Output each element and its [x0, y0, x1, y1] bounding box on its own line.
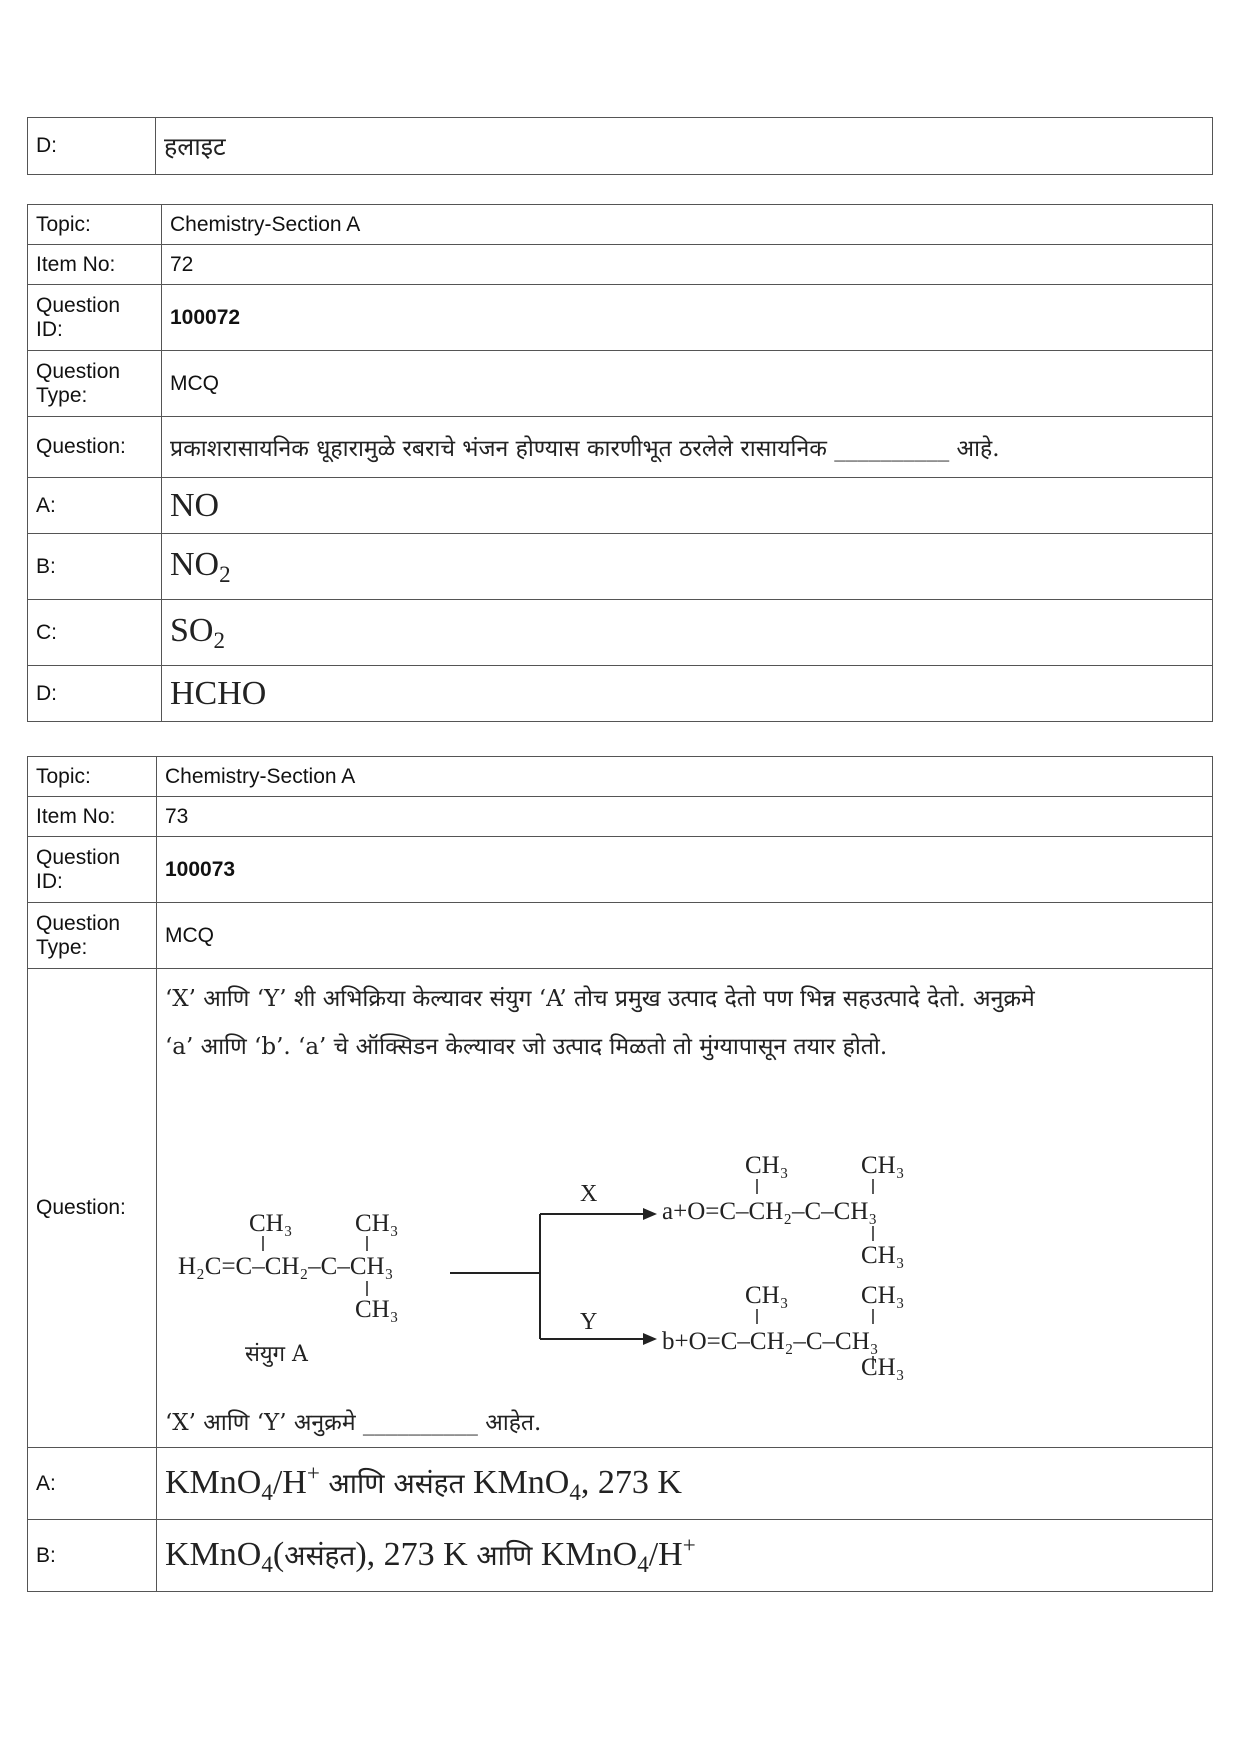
methyl-b-1: CH₃	[745, 1282, 789, 1309]
topic-label: Topic:	[28, 205, 162, 245]
question-line-1: ‘X’ आणि ‘Y’ शी अभिक्रिया केल्यावर संयुग ‘A’ तोच प्रमुख उत्पाद देतो पण भिन्न सहउत्पादे देतो. अनुक्रमे	[165, 986, 1035, 1012]
option-d-label: D:	[28, 118, 156, 175]
option-a-label: A:	[28, 478, 162, 534]
option-a-value	[162, 478, 1213, 534]
compound-a-label: संयुग A	[245, 1342, 308, 1367]
methyl-reactant-2: CH₃	[355, 1210, 399, 1237]
question-type-label: Question Type:	[28, 903, 157, 969]
option-b-formula: $NO_2$	[170, 545, 231, 587]
option-b-value	[162, 534, 1213, 600]
question-label: Question:	[28, 969, 157, 1448]
option-d-label: D:	[28, 666, 162, 722]
option-b-value	[157, 1520, 1213, 1592]
option-a-formula: NO	[170, 486, 220, 524]
methyl-a-1: CH₃	[745, 1152, 789, 1179]
question-label: Question:	[28, 417, 162, 478]
arrow-head-y	[643, 1333, 657, 1345]
svg-text:CH₃: CH₃	[861, 1354, 905, 1381]
product-a-structure	[662, 1152, 904, 1269]
question-table-72	[27, 204, 1213, 722]
option-a-text: KMnO$_4$/H+ आणि असंहत KMnO$_4$, 273 K	[165, 1460, 682, 1506]
item-no-value: 73	[157, 797, 1213, 837]
question-id-label: Question ID:	[28, 837, 157, 903]
product-b-formula: b+O=C–CH₂–C–CH₃	[662, 1328, 879, 1355]
methyl-b-2: CH₃	[861, 1282, 905, 1309]
methyl-a-3: CH₃	[861, 1242, 905, 1269]
question-text: प्रकाशरासायनिक धूहारामुळे रबराचे भंजन होण्यास कारणीभूत ठरलेले रासायनिक __________ आहे.	[162, 417, 1213, 478]
option-a-label: A:	[28, 1448, 157, 1520]
reagent-y-label: Y	[580, 1309, 598, 1335]
question-line-3: ‘X’ आणि ‘Y’ अनुक्रमे __________ आहेत.	[165, 1410, 542, 1436]
question-id-value: 100073	[157, 837, 1213, 903]
question-line-2: ‘a’ आणि ‘b’. ‘a’ चे ऑक्सिडन केल्यावर जो उत्पाद मिळतो तो मुंग्यापासून तयार होतो.	[165, 1034, 888, 1060]
option-c-value	[162, 600, 1213, 666]
question-body	[157, 969, 1213, 1448]
topic-value: Chemistry-Section A	[157, 757, 1213, 797]
item-no-value: 72	[162, 245, 1213, 285]
question-id-label: Question ID:	[28, 285, 162, 351]
option-d-formula: HCHO	[170, 674, 267, 712]
reagent-x-label: X	[580, 1181, 598, 1207]
methyl-reactant-1: CH₃	[249, 1210, 293, 1237]
option-c-formula: $SO_2$	[170, 611, 225, 653]
reaction-scheme	[165, 1071, 1205, 1371]
methyl-reactant-3: CH₃	[355, 1296, 399, 1323]
option-d-value: हलाइट	[156, 118, 1213, 175]
item-no-label: Item No:	[28, 245, 162, 285]
reaction-arrows	[450, 1214, 643, 1339]
previous-question-fragment	[27, 117, 1213, 175]
option-d-value	[162, 666, 1213, 722]
reactant-structure	[178, 1210, 398, 1367]
question-id-value: 100072	[162, 285, 1213, 351]
arrow-head-x	[643, 1208, 657, 1220]
product-a-formula: a+O=C–CH₂–C–CH₃	[662, 1198, 878, 1225]
option-c-label: C:	[28, 600, 162, 666]
option-a-value	[157, 1448, 1213, 1520]
question-type-label: Question Type:	[28, 351, 162, 417]
question-type-value: MCQ	[157, 903, 1213, 969]
option-b-label: B:	[28, 1520, 157, 1592]
option-b-text: KMnO$_4$(असंहत), 273 K आणि KMnO$_4$/H+	[165, 1532, 696, 1578]
question-table-73	[27, 756, 1213, 1592]
option-b-label: B:	[28, 534, 162, 600]
methyl-a-2: CH₃	[861, 1152, 905, 1179]
topic-value: Chemistry-Section A	[162, 205, 1213, 245]
topic-label: Topic:	[28, 757, 157, 797]
item-no-label: Item No:	[28, 797, 157, 837]
question-type-value: MCQ	[162, 351, 1213, 417]
reactant-formula: H₂C=C–CH₂–C–CH₃	[178, 1253, 394, 1280]
